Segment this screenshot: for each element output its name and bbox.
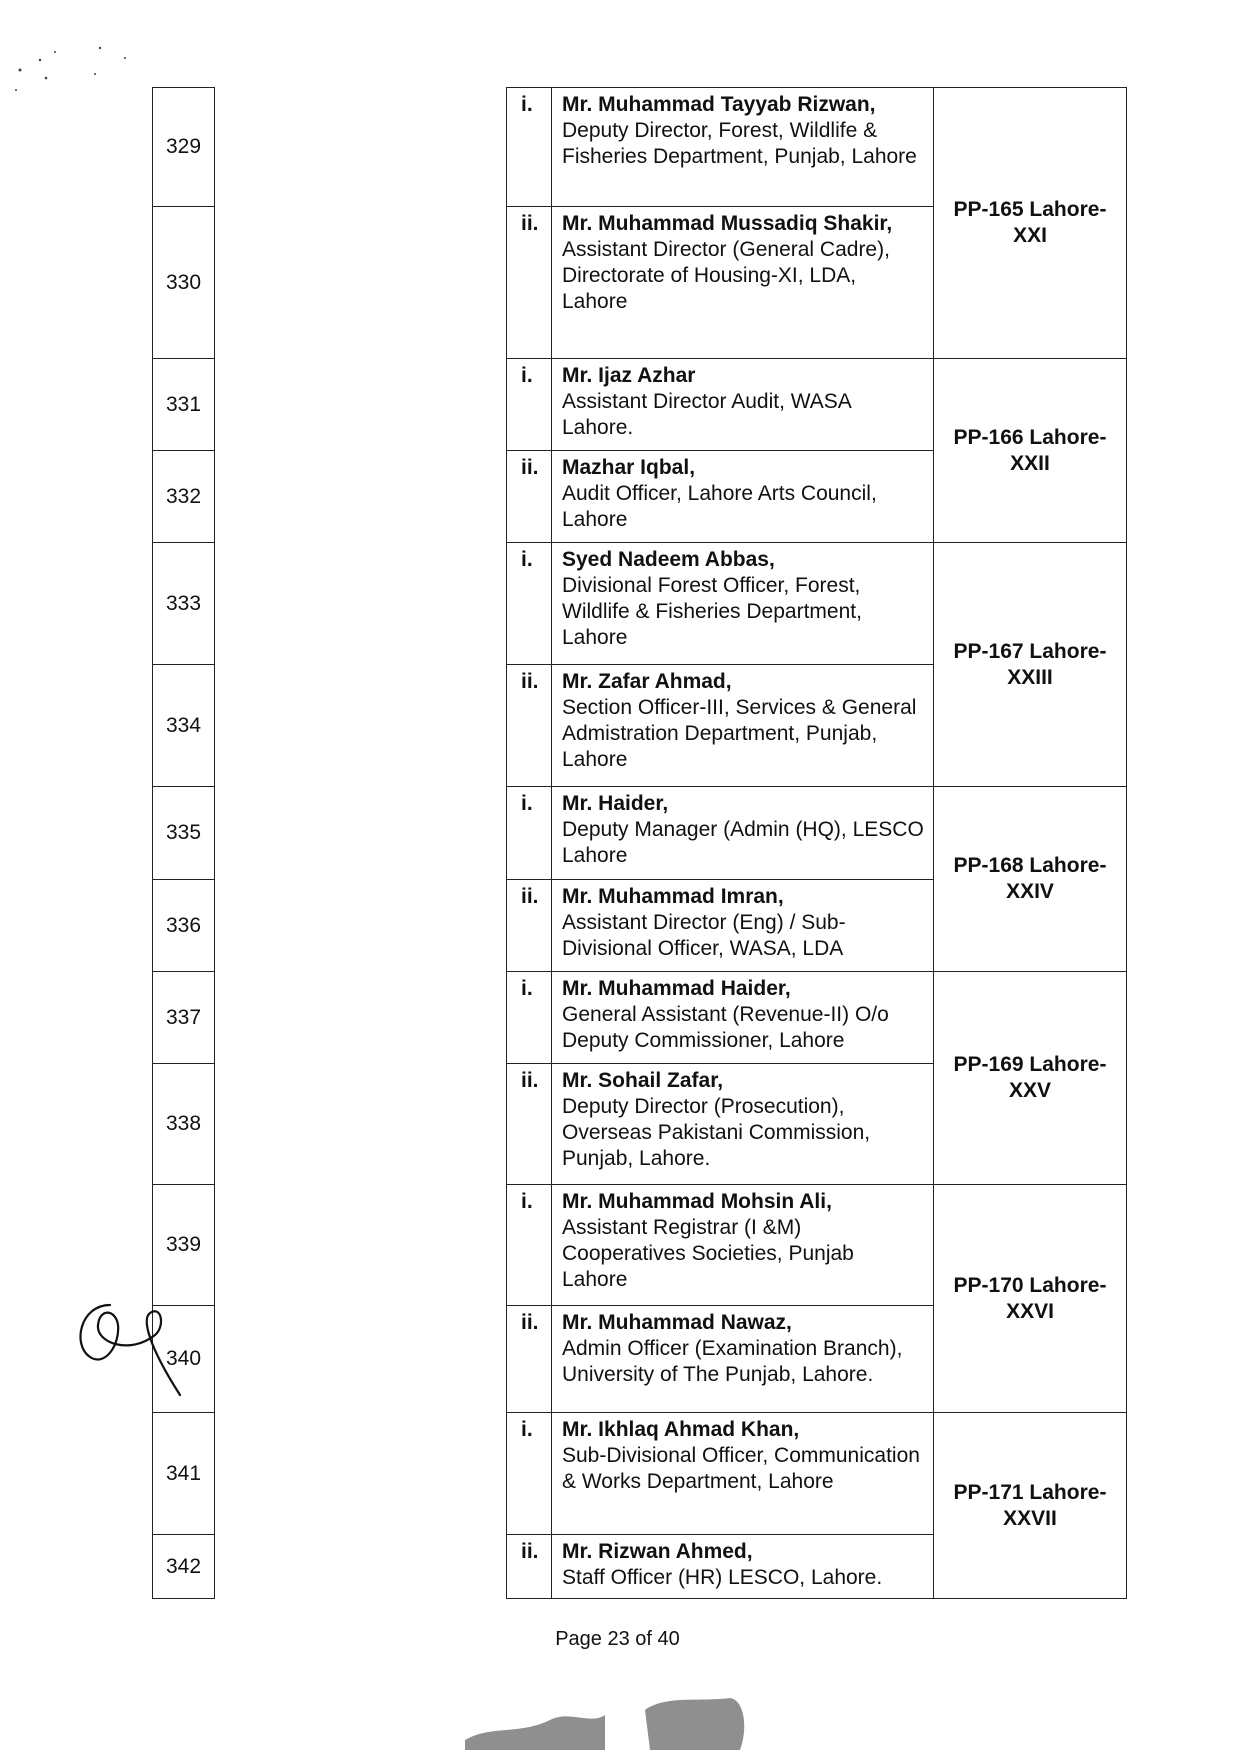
stamp-smudge-right [640, 1690, 750, 1750]
serial-number: 342 [153, 1535, 215, 1599]
constituency: PP-167 Lahore-XXIII [934, 543, 1127, 787]
officer-name: Syed Nadeem Abbas, [562, 548, 775, 571]
item-numeral: i. [507, 972, 552, 1064]
officer-cell [552, 359, 934, 451]
serial-number: 331 [153, 359, 215, 451]
item-numeral: ii. [507, 665, 552, 787]
officer-name: Mr. Sohail Zafar, [562, 1069, 724, 1092]
scan-specks [10, 40, 130, 100]
officer-designation: Deputy Director (Prosecution), Overseas Pakistani Commission, Punjab, Lahore. [562, 1095, 871, 1170]
officer-cell [552, 1064, 934, 1185]
stamp-smudge-left [460, 1695, 610, 1750]
officer-designation: Admin Officer (Examination Branch), University of The Punjab, Lahore. [562, 1337, 903, 1386]
officer-designation: Assistant Director Audit, WASA Lahore. [562, 390, 851, 439]
officer-designation: Staff Officer (HR) LESCO, Lahore. [562, 1566, 883, 1589]
officers-table [152, 87, 1127, 1599]
blank-column [215, 88, 507, 1599]
officer-designation: Assistant Director (General Cadre), Directorate of Housing-XI, LDA, Lahore [562, 238, 890, 313]
officer-designation: General Assistant (Revenue-II) O/o Deputy Commissioner, Lahore [562, 1003, 889, 1052]
officer-name: Mr. Muhammad Mussadiq Shakir, [562, 212, 893, 235]
constituency: PP-165 Lahore-XXI [934, 88, 1127, 359]
officer-name: Mr. Muhammad Haider, [562, 977, 791, 1000]
item-numeral: i. [507, 787, 552, 880]
item-numeral: i. [507, 1185, 552, 1306]
item-numeral: ii. [507, 1535, 552, 1599]
officer-name: Mr. Muhammad Imran, [562, 885, 784, 908]
serial-number: 335 [153, 787, 215, 880]
serial-number: 334 [153, 665, 215, 787]
item-numeral: ii. [507, 1064, 552, 1185]
serial-number: 333 [153, 543, 215, 665]
officer-designation: Assistant Registrar (I &M) Cooperatives Societies, Punjab Lahore [562, 1216, 854, 1291]
page-footer [0, 1628, 1235, 1651]
officer-designation: Divisional Forest Officer, Forest, Wildlife & Fisheries Department, Lahore [562, 574, 862, 649]
serial-number: 336 [153, 880, 215, 972]
officer-name: Mr. Zafar Ahmad, [562, 670, 732, 693]
officer-designation: Section Officer-III, Services & General Admistration Department, Punjab, Lahore [562, 696, 917, 771]
page-number: Page 23 of 40 [555, 1628, 680, 1650]
officer-designation: Deputy Director, Forest, Wildlife & Fisheries Department, Punjab, Lahore [562, 119, 917, 168]
constituency: PP-170 Lahore-XXVI [934, 1185, 1127, 1413]
serial-number: 339 [153, 1185, 215, 1306]
constituency: PP-168 Lahore-XXIV [934, 787, 1127, 972]
item-numeral: ii. [507, 207, 552, 359]
officer-name: Mr. Rizwan Ahmed, [562, 1540, 753, 1563]
officer-name: Mr. Ikhlaq Ahmad Khan, [562, 1418, 800, 1441]
officer-cell [552, 1535, 934, 1599]
officer-cell [552, 1185, 934, 1306]
officer-name: Mazhar Iqbal, [562, 456, 696, 479]
officer-name: Mr. Muhammad Tayyab Rizwan, [562, 93, 876, 116]
serial-number: 338 [153, 1064, 215, 1185]
serial-number: 329 [153, 88, 215, 207]
officer-name: Mr. Ijaz Azhar [562, 364, 696, 387]
officer-cell [552, 880, 934, 972]
officer-cell [552, 787, 934, 880]
table-row [153, 88, 1127, 207]
officer-designation: Deputy Manager (Admin (HQ), LESCO Lahore [562, 818, 924, 867]
item-numeral: ii. [507, 451, 552, 543]
item-numeral: ii. [507, 1306, 552, 1413]
serial-number: 341 [153, 1413, 215, 1535]
constituency: PP-171 Lahore-XXVII [934, 1413, 1127, 1599]
officer-cell [552, 1413, 934, 1535]
serial-number: 340 [153, 1306, 215, 1413]
serial-number: 337 [153, 972, 215, 1064]
officer-designation: Assistant Director (Eng) / Sub-Divisional Officer, WASA, LDA [562, 911, 846, 960]
officer-cell [552, 972, 934, 1064]
officer-designation: Audit Officer, Lahore Arts Council, Lahore [562, 482, 877, 531]
constituency: PP-166 Lahore-XXII [934, 359, 1127, 543]
officer-cell [552, 207, 934, 359]
constituency: PP-169 Lahore-XXV [934, 972, 1127, 1185]
officer-cell [552, 1306, 934, 1413]
serial-number: 330 [153, 207, 215, 359]
officer-designation: Sub-Divisional Officer, Communication & Works Department, Lahore [562, 1444, 920, 1493]
serial-number: 332 [153, 451, 215, 543]
item-numeral: i. [507, 543, 552, 665]
officer-cell [552, 665, 934, 787]
item-numeral: i. [507, 1413, 552, 1535]
officer-cell [552, 543, 934, 665]
officer-cell [552, 451, 934, 543]
officer-cell [552, 88, 934, 207]
item-numeral: i. [507, 88, 552, 207]
officer-name: Mr. Muhammad Mohsin Ali, [562, 1190, 832, 1213]
item-numeral: ii. [507, 880, 552, 972]
officer-name: Mr. Haider, [562, 792, 669, 815]
handwritten-signature [70, 1285, 190, 1405]
item-numeral: i. [507, 359, 552, 451]
officer-name: Mr. Muhammad Nawaz, [562, 1311, 792, 1334]
